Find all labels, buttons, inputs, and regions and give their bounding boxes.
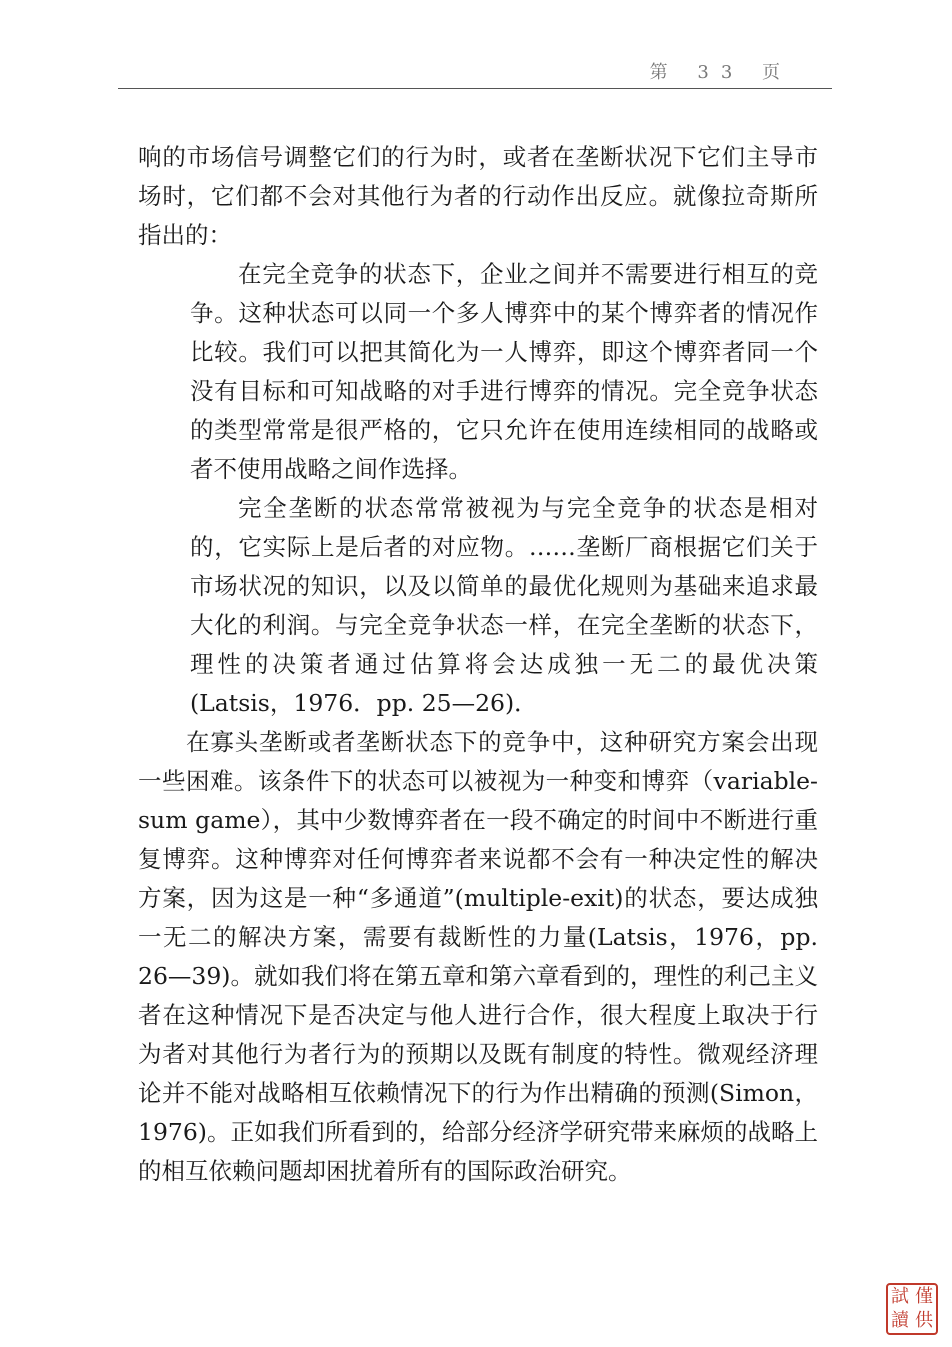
seal-char-3: 讀 — [891, 1310, 909, 1331]
seal-char-1: 試 — [891, 1286, 909, 1307]
body-text — [138, 138, 818, 1191]
paragraph-2: 在寡头垄断或者垄断状态下的竞争中，这种研究方案会出现一些困难。该条件下的状态可以被视为一种变和博弈（variable-sum game），其中少数博弈者在一段不确定的时间中不断进行重复博弈。这种博弈对任何博弈者来说都不会有一种决定性的解决方案，因为这是一种“多通道”(multiple-exit)的状态，要达成独一无二的解决方案，需要有裁断性的力量(Latsis，1976，pp. 26—39)。就如我们将在第五章和第六章看到的，理性的利己主义者在这种情况下是否决定与他人进行合作，很大程度上取决于行为者对其他行为者行为的预期以及既有制度的特性。微观经济理论并不能对战略相互依赖情况下的行为作出精确的预测(Simon，1976)。正如我们所看到的，给部分经济学研究带来麻烦的战略上的相互依赖问题却困扰着所有的国际政治研究。 — [138, 728, 818, 1185]
paragraph-continued: 响的市场信号调整它们的行为时，或者在垄断状况下它们主导市场时，它们都不会对其他行为者的行动作出反应。就像拉奇斯所指出的： — [138, 143, 818, 249]
page-number: 第 33 页 — [649, 62, 792, 83]
quote-paragraph-2: 完全垄断的状态常常被视为与完全竞争的状态是相对的，它实际上是后者的对应物。……垄断厂商根据它们关于市场状况的知识，以及以简单的最优化规则为基础来追求最大化的利润。与完全竞争状态一样，在完全垄断的状态下，理性的决策者通过估算将会达成独一无二的最优决策(Latsis，1976．pp. 25—26)． — [190, 494, 818, 717]
page-header — [118, 52, 832, 89]
seal-char-2: 僅 — [915, 1286, 933, 1307]
quote-paragraph-1: 在完全竞争的状态下，企业之间并不需要进行相互的竞争。这种状态可以同一个多人博弈中的某个博弈者的情况作比较。我们可以把其简化为一人博弈，即这个博弈者同一个没有目标和可知战略的对手进行博弈的情况。完全竞争状态的类型常常是很严格的，它只允许在使用连续相同的战略或者不使用战略之间作选择。 — [190, 260, 818, 483]
seal-char-4: 供 — [915, 1310, 933, 1331]
trial-seal-stamp — [886, 1283, 938, 1335]
block-quote — [190, 255, 818, 723]
